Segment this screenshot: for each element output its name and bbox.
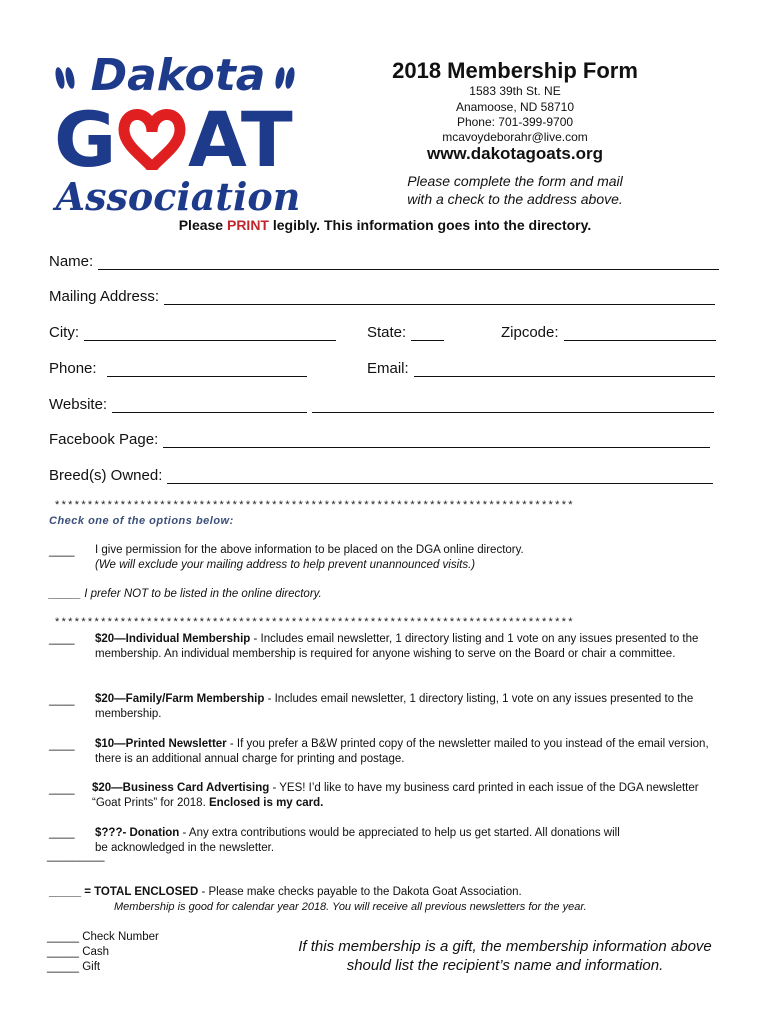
phone-number: Phone: 701-399-9700 (456, 115, 574, 129)
check-options-heading: Check one of the options below: (49, 515, 234, 527)
dakota-goat-association-logo (48, 44, 308, 222)
instruction-line-1: Please complete the form and mail (407, 173, 623, 189)
individual-membership-option: $20—Individual Membership - Includes email newsletter, 1 directory listing and 1 vote on any issues presented to the membership. An individual membership is required for anyone wishing to serve on the Board or chair a committee. (95, 633, 699, 660)
logo-heart-icon (124, 114, 180, 170)
gift-note-line-1: If this membership is a gift, the membership information above (298, 938, 712, 955)
name-field[interactable]: Name: (49, 253, 719, 270)
printed-newsletter-option: $10—Printed Newsletter - If you prefer a B&W printed copy of the newsletter mailed to you instead of the email version, there is an additional annual charge for printing and postage. (95, 738, 709, 765)
payment-cash[interactable]: _____ Cash (47, 946, 110, 958)
email-field[interactable]: Email: (367, 360, 715, 377)
state-field[interactable]: State: (367, 324, 444, 341)
business-card-option: $20—Business Card Advertising - YES! I’d like to have my business card printed in each issue of the DGA newsletter “Goat Prints” for 2018. Enclosed is my card. (92, 782, 699, 809)
address-line-1: 1583 39th St. NE (469, 84, 561, 98)
separator-stars-2: ******************************************************************************* (55, 616, 575, 628)
facebook-page-field[interactable]: Facebook Page: (49, 431, 710, 448)
gift-note-line-2: should list the recipient’s name and information. (346, 957, 664, 974)
family-membership-blank[interactable]: ____ (49, 694, 75, 706)
print-legibly-note: Please PRINT legibly. This information goes into the directory. (178, 217, 592, 233)
contact-email: mcavoydeborahr@live.com (442, 130, 588, 144)
donation-blank[interactable]: ____ (49, 827, 75, 839)
separator-stars: ******************************************************************************* (55, 499, 575, 511)
total-enclosed[interactable]: _____ = TOTAL ENCLOSED - Please make checks payable to the Dakota Goat Association. (49, 886, 522, 898)
logo-letter-g: G (54, 95, 117, 184)
phone-field[interactable]: Phone: (49, 360, 307, 377)
individual-membership-blank[interactable]: ____ (49, 633, 75, 645)
hoof-print-right-icon (274, 66, 296, 89)
print-emphasis: PRINT (226, 217, 269, 233)
instruction-line-2: with a check to the address above. (407, 191, 623, 207)
payment-gift[interactable]: _____ Gift (47, 961, 101, 973)
hoof-print-left-icon (54, 66, 76, 89)
address-line-2: Anamoose, ND 58710 (455, 100, 575, 114)
form-title: 2018 Membership Form (392, 58, 638, 83)
donation-option: $???- Donation - Any extra contributions would be appreciated to help us get started. All donations will be acknowledged in the newsletter. (95, 827, 620, 854)
membership-validity-note: Membership is good for calendar year 2018. You will receive all previous newsletters for the year. (114, 901, 587, 913)
website-field[interactable]: Website: (49, 396, 714, 413)
mailing-address-field[interactable]: Mailing Address: (49, 288, 715, 305)
city-field[interactable]: City: (49, 324, 336, 341)
zipcode-field[interactable]: Zipcode: (501, 324, 716, 341)
donation-amount-blank[interactable]: _________ (47, 850, 105, 862)
logo-word-dakota: Dakota (90, 50, 266, 101)
directory-permit-text: I give permission for the above information to be placed on the DGA online directory. (95, 544, 524, 556)
logo-word-association: Association (55, 174, 301, 219)
directory-opt-out[interactable]: _____ I prefer NOT to be listed in the online directory. (49, 588, 322, 600)
breeds-owned-field[interactable]: Breed(s) Owned: (49, 467, 713, 484)
payment-check-number[interactable]: _____ Check Number (47, 931, 159, 943)
website-link[interactable]: www.dakotagoats.org (426, 144, 603, 163)
printed-newsletter-blank[interactable]: ____ (49, 739, 75, 751)
directory-permit-note: (We will exclude your mailing address to help prevent unannounced visits.) (95, 559, 476, 571)
directory-permit-blank[interactable]: ____ (49, 545, 75, 557)
business-card-blank[interactable]: ____ (49, 783, 75, 795)
logo-letters-at: AT (188, 95, 293, 184)
family-membership-option: $20—Family/Farm Membership - Includes email newsletter, 1 directory listing, 1 vote on any issues presented to the membership. (95, 693, 694, 720)
